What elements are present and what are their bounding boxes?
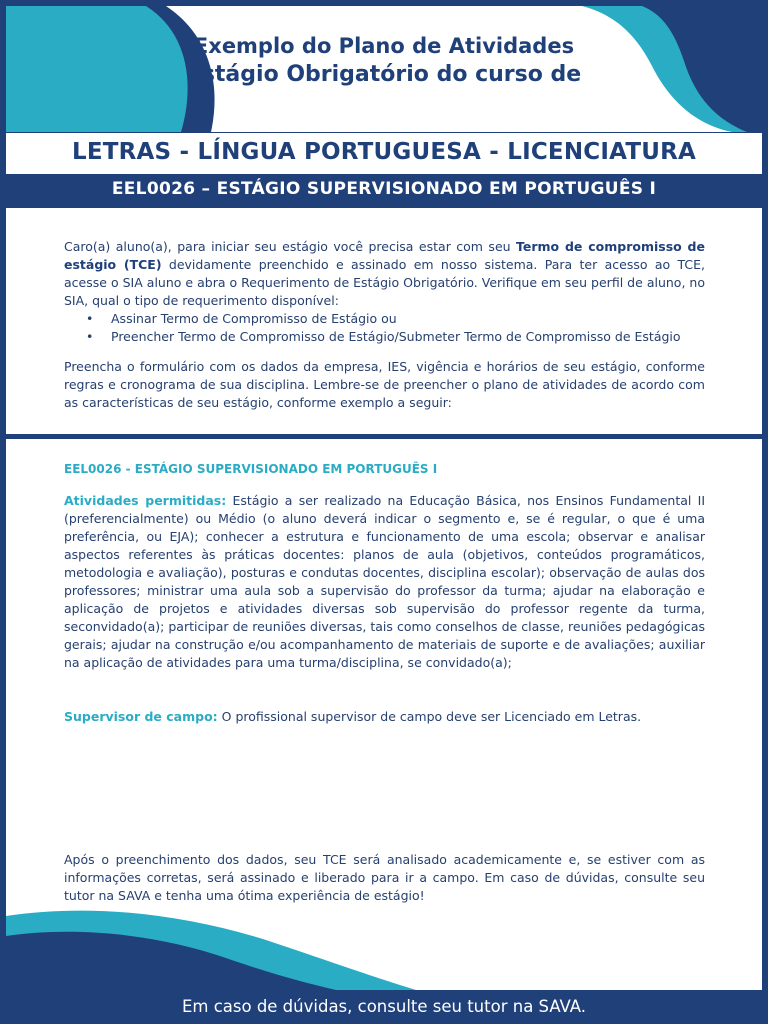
activity-plan-panel bbox=[6, 439, 762, 990]
plan-subject-code: EEL0026 - ESTÁGIO SUPERVISIONADO EM PORTUGUÊS I bbox=[64, 462, 438, 476]
supervisor-text: O profissional supervisor de campo deve ser Licenciado em Letras. bbox=[217, 709, 642, 724]
course-title: LETRAS - LÍNGUA PORTUGUESA - LICENCIATURA bbox=[71, 139, 697, 165]
course-band bbox=[6, 132, 762, 174]
intro-paragraph bbox=[64, 238, 705, 310]
intro-text-start: Caro(a) aluno(a), para iniciar seu estágio você precisa estar com seu bbox=[64, 239, 517, 254]
requirement-options-list bbox=[86, 310, 706, 346]
activities-paragraph bbox=[64, 492, 705, 672]
supervisor-paragraph bbox=[64, 708, 705, 726]
intro-text-end: devidamente preenchido e assinado em nosso sistema. Para ter acesso ao TCE, acesse o SIA aluno e abra o Requerimento de Estágio Obrigatório. Verifique em seu perfil de aluno, no SIA, qual o tipo de requerimento disponível: bbox=[64, 257, 706, 308]
form-instructions: Preencha o formulário com os dados da empresa, IES, vigência e horários de seu estágio, conforme regras e cronograma de sua disciplina. Lembre-se de preencher o plano de atividades de acordo com as características de seu estágio, conforme exemplo a seguir: bbox=[64, 359, 705, 410]
closing-paragraph: Após o preenchimento dos dados, seu TCE será analisado academicamente e, se estiver com as informações corretas, será assinado e liberado para ir a campo. Em caso de dúvidas, consulte seu tutor na SAVA e tenha uma ótima experiência de estágio! bbox=[64, 852, 705, 903]
bullet-icon: • bbox=[86, 311, 94, 326]
activities-text: Estágio a ser realizado na Educação Básica, nos Ensinos Fundamental II (preferencialmente) ou Médio (o aluno deverá indicar o segmento e, se é regular, o que é uma preferência, ou EJA); conhecer a estrutura e funcionamento de uma escola; observar e analisar aspectos referentes às práticas docentes: planos de aula (objetivos, conteúdos programáticos, metodologia e avaliação), posturas e condutas docentes, disciplina escolar); observação de aulas dos professores; ministrar uma aula sob a supervisão do professor da turma; ajudar na elaboração e aplicação de projetos e atividades diversas sob supervisão do professor regente da turma, seconvidado(a); participar de reuniões diversas, tais como conselhos de classe, reuniões pedagógicas gerais; ajudar na construção e/ou acompanhamento de materiais de suporte e de avaliações; auxiliar na aplicação de atividades para uma turma/disciplina, se convidado(a); bbox=[64, 493, 706, 670]
header bbox=[6, 6, 762, 132]
list-item-text: Assinar Termo de Compromisso de Estágio ou bbox=[111, 311, 397, 326]
tce-emphasis: Termo de compromisso de estágio (TCE) bbox=[64, 239, 705, 272]
subject-title: EEL0026 – ESTÁGIO SUPERVISIONADO EM PORTUGUÊS I bbox=[111, 179, 657, 199]
activities-label: Atividades permitidas: bbox=[64, 493, 227, 508]
subject-band bbox=[0, 173, 768, 208]
list-item bbox=[86, 328, 706, 346]
footer-text: Em caso de dúvidas, consulte seu tutor na SAVA. bbox=[181, 997, 587, 1016]
list-item-text: Preencher Termo de Compromisso de Estágio/Submeter Termo de Compromisso de Estágio bbox=[111, 329, 681, 344]
document-title: Exemplo do Plano de Atividades bbox=[193, 34, 575, 58]
intro-panel bbox=[6, 208, 762, 434]
bullet-icon: • bbox=[86, 329, 94, 344]
bottom-left-wave-decoration bbox=[6, 910, 446, 990]
document-subtitle: Estágio Obrigatório do curso de bbox=[186, 62, 582, 87]
supervisor-label: Supervisor de campo: bbox=[64, 709, 218, 724]
list-item bbox=[86, 310, 706, 328]
